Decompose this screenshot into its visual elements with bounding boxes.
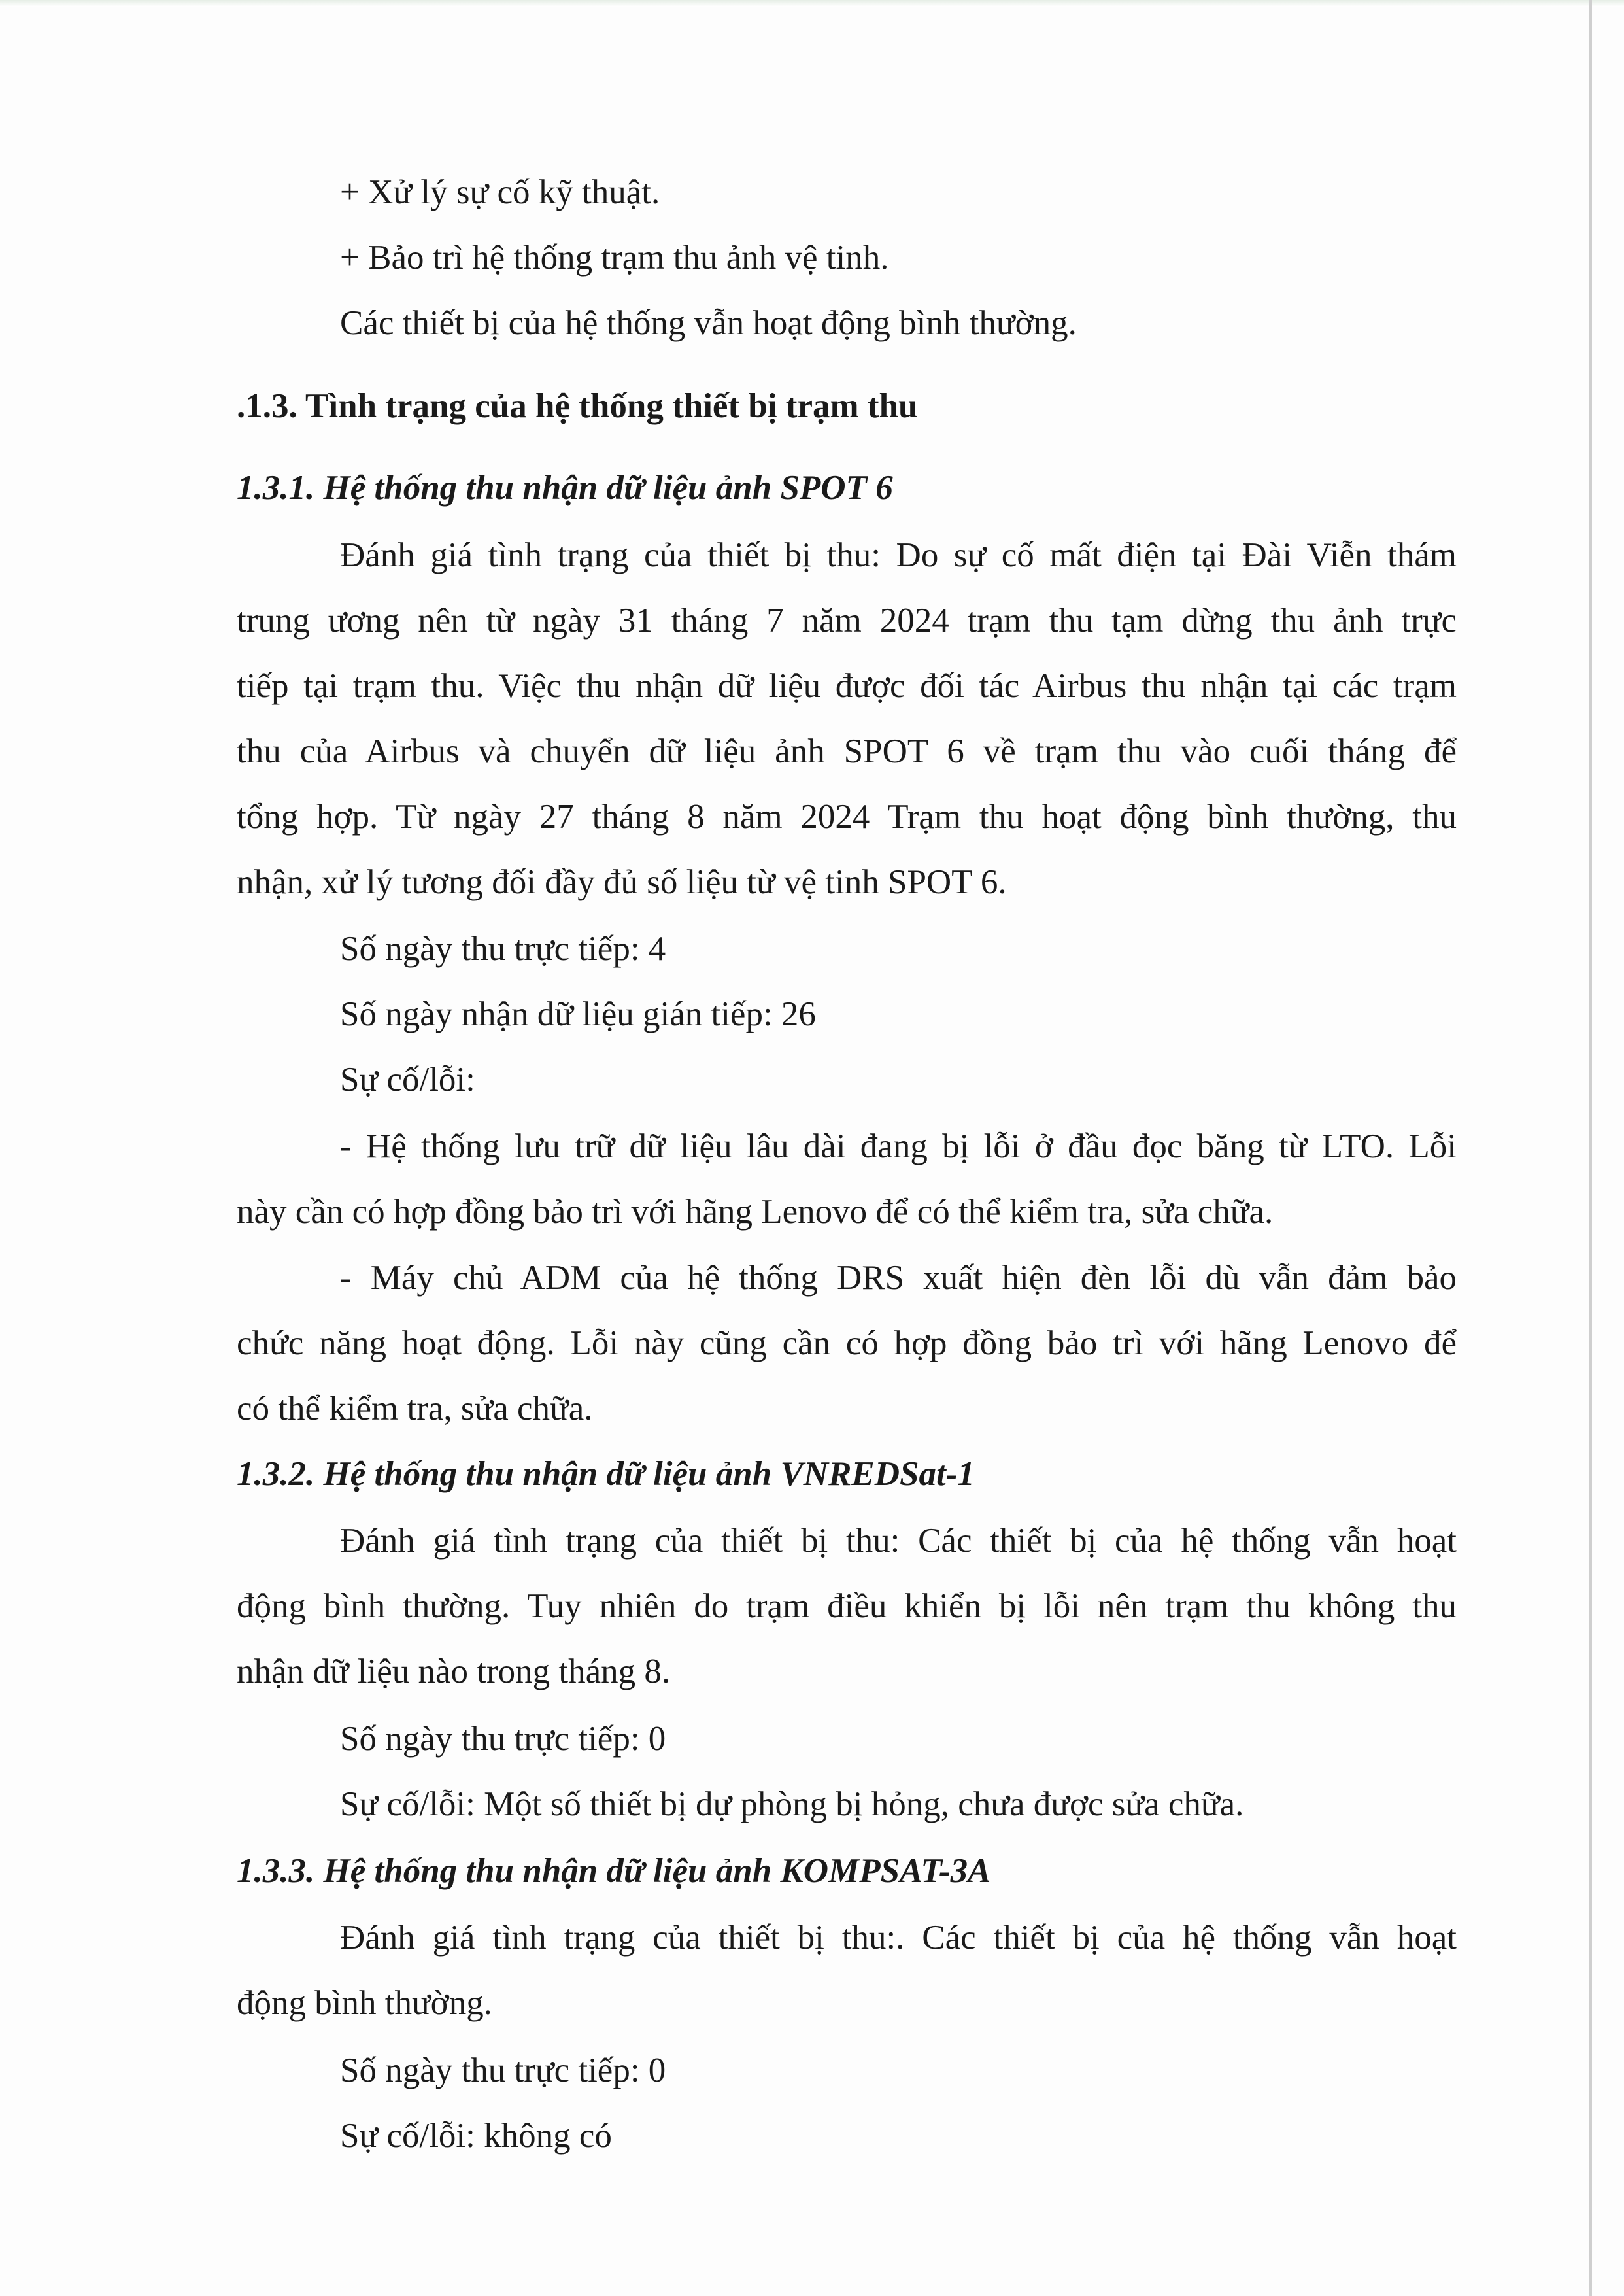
list-item: + Bảo trì hệ thống trạm thu ảnh vệ tinh. <box>340 239 889 277</box>
error-item: - Hệ thống lưu trữ dữ liệu lâu dài đang bị lỗi ở đầu đọc băng từ LTO. Lỗi <box>340 1127 1457 1165</box>
stat-line: Số ngày thu trực tiếp: 4 <box>340 930 666 968</box>
paragraph-line: tiếp tại trạm thu. Việc thu nhận dữ liệu được đối tác Airbus thu nhận tại các trạm <box>237 667 1457 705</box>
paragraph-line: thu của Airbus và chuyển dữ liệu ảnh SPOT 6 về trạm thu vào cuối tháng để <box>237 732 1457 770</box>
subsection-heading: 1.3.3. Hệ thống thu nhận dữ liệu ảnh KOMPSAT-3A <box>237 1852 991 1890</box>
error-item: - Máy chủ ADM của hệ thống DRS xuất hiện đèn lỗi dù vẫn đảm bảo <box>340 1259 1457 1297</box>
stat-line: Sự cố/lỗi: Một số thiết bị dự phòng bị hỏng, chưa được sửa chữa. <box>340 1785 1244 1823</box>
stat-line: Số ngày nhận dữ liệu gián tiếp: 26 <box>340 995 816 1033</box>
paragraph-line: động bình thường. Tuy nhiên do trạm điều khiển bị lỗi nên trạm thu không thu <box>237 1587 1457 1625</box>
paragraph-line: Đánh giá tình trạng của thiết bị thu: Do sự cố mất điện tại Đài Viễn thám <box>340 536 1457 574</box>
stat-line: Số ngày thu trực tiếp: 0 <box>340 1720 666 1758</box>
error-item: này cần có hợp đồng bảo trì với hãng Lenovo để có thể kiểm tra, sửa chữa. <box>237 1193 1274 1231</box>
paragraph-line: nhận dữ liệu nào trong tháng 8. <box>237 1653 671 1690</box>
paragraph-line: nhận, xử lý tương đối đầy đủ số liệu từ vệ tinh SPOT 6. <box>237 863 1007 901</box>
body-text: Các thiết bị của hệ thống vẫn hoạt động bình thường. <box>340 304 1077 342</box>
scan-edge-top <box>0 0 1624 7</box>
paragraph-line: trung ương nên từ ngày 31 tháng 7 năm 2024 trạm thu tạm dừng thu ảnh trực <box>237 602 1457 640</box>
scan-edge-right <box>1589 0 1592 2296</box>
stat-line: Số ngày thu trực tiếp: 0 <box>340 2051 666 2089</box>
paragraph-line: Đánh giá tình trạng của thiết bị thu: Các thiết bị của hệ thống vẫn hoạt <box>340 1522 1457 1560</box>
paragraph-line: động bình thường. <box>237 1984 492 2022</box>
paragraph-line: Đánh giá tình trạng của thiết bị thu:. Các thiết bị của hệ thống vẫn hoạt <box>340 1919 1457 1957</box>
subsection-heading: 1.3.1. Hệ thống thu nhận dữ liệu ảnh SPOT 6 <box>237 469 893 507</box>
subsection-heading: 1.3.2. Hệ thống thu nhận dữ liệu ảnh VNREDSat-1 <box>237 1455 975 1493</box>
stat-line: Sự cố/lỗi: <box>340 1061 475 1099</box>
list-item: + Xử lý sự cố kỹ thuật. <box>340 173 660 211</box>
error-item: có thể kiểm tra, sửa chữa. <box>237 1390 593 1428</box>
error-item: chức năng hoạt động. Lỗi này cũng cần có hợp đồng bảo trì với hãng Lenovo để <box>237 1324 1457 1362</box>
paragraph-line: tổng hợp. Từ ngày 27 tháng 8 năm 2024 Trạm thu hoạt động bình thường, thu <box>237 798 1457 836</box>
stat-line: Sự cố/lỗi: không có <box>340 2117 612 2155</box>
section-heading: .1.3. Tình trạng của hệ thống thiết bị trạm thu <box>237 387 918 425</box>
